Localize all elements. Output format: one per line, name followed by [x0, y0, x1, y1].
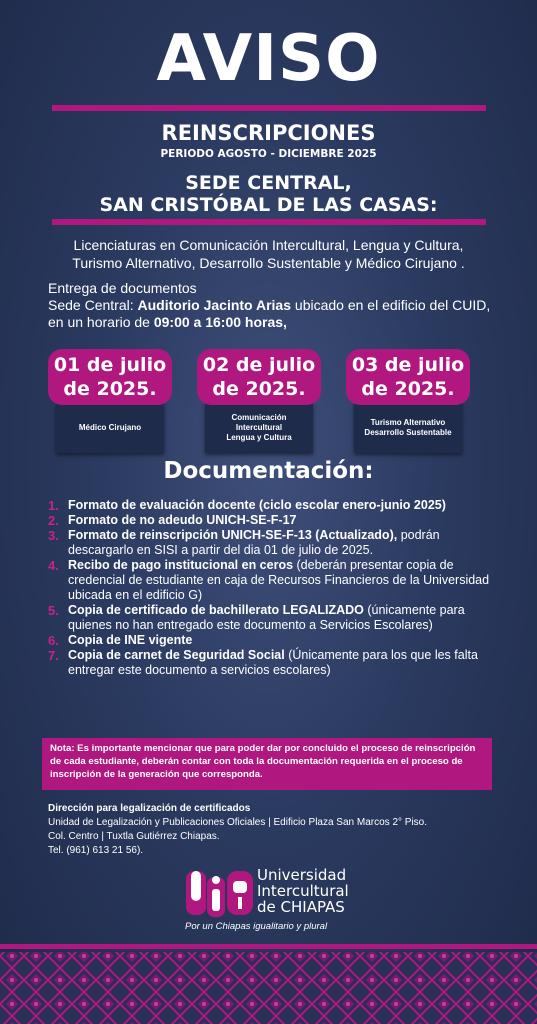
date-day: 03 de julio [351, 354, 465, 376]
date-card [197, 349, 321, 453]
list-item [48, 648, 498, 678]
textile-pattern [0, 944, 537, 1024]
list-item [48, 513, 498, 528]
list-item [48, 558, 498, 603]
sede-line-1: SEDE CENTRAL, [185, 172, 352, 194]
list-item [48, 603, 498, 633]
item-text [68, 603, 498, 633]
item-rest: (únicamente para quienes no han entregado este documento a Servicios Escolares) [68, 603, 465, 632]
item-number: 2. [48, 513, 59, 528]
item-number: 1. [48, 498, 59, 513]
program-label [354, 403, 462, 453]
date-badge [346, 349, 470, 405]
program-line-2: Lengua y Cultura [226, 433, 292, 442]
item-bold: Formato de evaluación docente (ciclo escolar enero-junio 2025) [68, 498, 446, 512]
carreras [0, 236, 537, 272]
item-bold: Formato de reinscripción UNICH-SE-F-13 (Actualizado), [68, 528, 398, 542]
program-line-2: Desarrollo Sustentable [364, 428, 452, 437]
program-line-1: Comunicación Intercultural [231, 413, 287, 432]
item-text [68, 513, 296, 528]
list-item [48, 498, 498, 513]
item-number: 5. [48, 603, 59, 618]
item-text [68, 648, 498, 678]
page-title: AVISO [156, 22, 381, 96]
logo-line-1: Universidad [257, 866, 347, 884]
entrega-info [48, 280, 498, 331]
date-day: 01 de julio [53, 354, 167, 376]
period: PERIODO AGOSTO - DICIEMBRE 2025 [160, 148, 377, 160]
entrega-detail [48, 297, 498, 331]
direccion-line-2: Col. Centro | Tuxtla Gutiérrez Chiapas. [48, 831, 220, 842]
item-text [68, 498, 446, 513]
date-badge [48, 349, 172, 405]
direccion [48, 802, 508, 858]
documentacion-list [48, 498, 498, 678]
direccion-title: Dirección para legalización de certificados [48, 803, 251, 814]
logo-tagline: Por un Chiapas igualitario y plural [185, 921, 328, 932]
program-label [205, 403, 313, 453]
item-rest: (deberán presentar copia de credencial de estudiante en caja de Recursos Financieros de la Universidad ubicada en el edificio G) [68, 558, 490, 602]
item-rest: podrán descargarlo en SISI a partir del dia 01 de julio de 2025. [68, 528, 440, 557]
entrega-place: Auditorio Jacinto Arias [137, 297, 292, 313]
item-number: 6. [48, 633, 59, 648]
item-bold: Recibo de pago institucional en ceros [68, 558, 294, 572]
date-year: de 2025. [63, 378, 157, 400]
carreras-line-1: Licenciaturas en Comunicación Intercultural, Lengua y Cultura, [73, 237, 464, 253]
entrega-sede: Sede Central: [48, 297, 138, 313]
item-text [68, 633, 192, 648]
carreras-line-2: Turismo Alternativo, Desarrollo Sustentable y Médico Cirujano . [72, 255, 465, 271]
sede [0, 172, 537, 216]
unich-logo-icon [185, 867, 257, 919]
logo-text [257, 867, 457, 915]
item-number: 4. [48, 558, 59, 573]
list-item [48, 528, 498, 558]
program-label [56, 403, 164, 453]
divider-mid [52, 219, 486, 225]
item-rest: (Únicamente para los que les falta entregar este documento a servicios escolares) [68, 648, 478, 677]
list-item [48, 633, 498, 648]
direccion-line-1: Unidad de Legalización y Publicaciones Oficiales | Edificio Plaza San Marcos 2° Piso. [48, 817, 428, 828]
logo-line-2: Intercultural [257, 882, 349, 900]
item-text [68, 528, 498, 558]
date-year: de 2025. [212, 378, 306, 400]
date-card [346, 349, 470, 453]
documentacion-title: Documentación: [163, 458, 374, 484]
item-bold: Copia de certificado de bachillerato LEGALIZADO [68, 603, 364, 617]
nota-box: Nota: Es importante mencionar que para poder dar por concluido el proceso de reinscripción de cada estudiante, deberán contar con toda la documentación requerida en el proceso de inscripción de la generación que corresponda. [42, 738, 492, 790]
item-bold: Copia de carnet de Seguridad Social [68, 648, 285, 662]
logo-line-3: de CHIAPAS [257, 898, 345, 916]
entrega-hours: 09:00 a 16:00 horas, [153, 314, 287, 330]
entrega-heading: Entrega de documentos [48, 280, 197, 296]
item-text [68, 558, 498, 603]
sede-line-2: SAN CRISTÓBAL DE LAS CASAS: [99, 194, 438, 216]
item-bold: Formato de no adeudo UNICH-SE-F-17 [68, 513, 297, 527]
direccion-line-3: Tel. (961) 613 21 56). [48, 845, 144, 856]
date-badge [197, 349, 321, 405]
divider-top [52, 105, 486, 111]
program-line-1: Médico Cirujano [78, 423, 142, 432]
program-line-1: Turismo Alternativo [370, 418, 446, 427]
entrega-place-rest: ubicado en el edificio del CUID, en un horario de [48, 297, 491, 330]
date-card [48, 349, 172, 453]
date-year: de 2025. [361, 378, 455, 400]
date-day: 02 de julio [202, 354, 316, 376]
item-number: 3. [48, 528, 59, 543]
item-bold: Copia de INE vigente [68, 633, 193, 647]
subtitle: REINSCRIPCIONES [161, 121, 376, 145]
item-number: 7. [48, 648, 59, 663]
